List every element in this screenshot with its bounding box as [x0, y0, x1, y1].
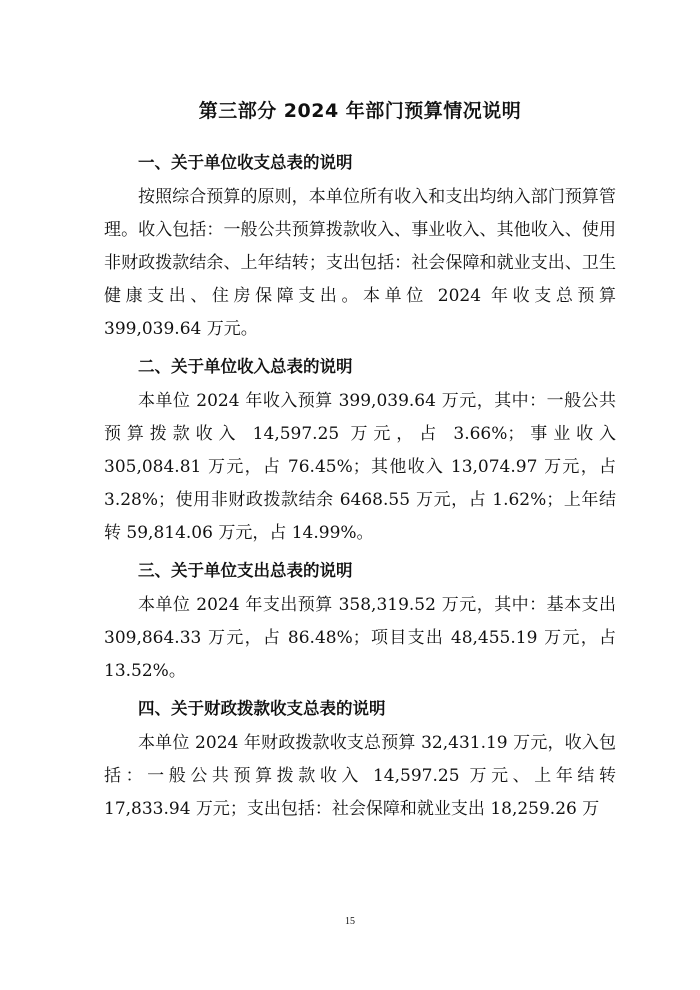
section-heading-2: 二、关于单位收入总表的说明: [138, 357, 353, 376]
section-body-1: 按照综合预算的原则，本单位所有收入和支出均纳入部门预算管理。收入包括：一般公共预算拨款收入、事业收入、其他收入、使用非财政拨款结余、上年结转；支出包括：社会保障和就业支出、卫生健康支出、住房保障支出。本单位 2024 年收支总预算 399,039.64 万元。: [104, 187, 616, 339]
section-body-4: 本单位 2024 年财政拨款收支总预算 32,431.19 万元，收入包括：一般公共预算拨款收入 14,597.25 万元、上年结转 17,833.94 万元；支出包括：社会保障和就业支出 18,259.26 万: [104, 733, 616, 819]
section-heading-4: 四、关于财政拨款收支总表的说明: [138, 699, 386, 718]
page-title: 第三部分 2024 年部门预算情况说明: [198, 100, 522, 122]
section-heading-3: 三、关于单位支出总表的说明: [138, 561, 353, 580]
section-body-2: 本单位 2024 年收入预算 399,039.64 万元，其中：一般公共预算拨款收入 14,597.25 万元，占 3.66%；事业收入 305,084.81 万元，占 76.45%；其他收入 13,074.97 万元，占 3.28%；使用非财政拨款结余 6468.55 万元，占 1.62%；上年结转 59,814.06 万元，占 14.99%。: [104, 391, 616, 543]
document-page: [104, 96, 616, 829]
section-body-3: 本单位 2024 年支出预算 358,319.52 万元，其中：基本支出 309,864.33 万元，占 86.48%；项目支出 48,455.19 万元，占 13.52%。: [104, 595, 616, 681]
page-number: 15: [345, 916, 355, 927]
section-heading-1: 一、关于单位收支总表的说明: [138, 153, 353, 172]
